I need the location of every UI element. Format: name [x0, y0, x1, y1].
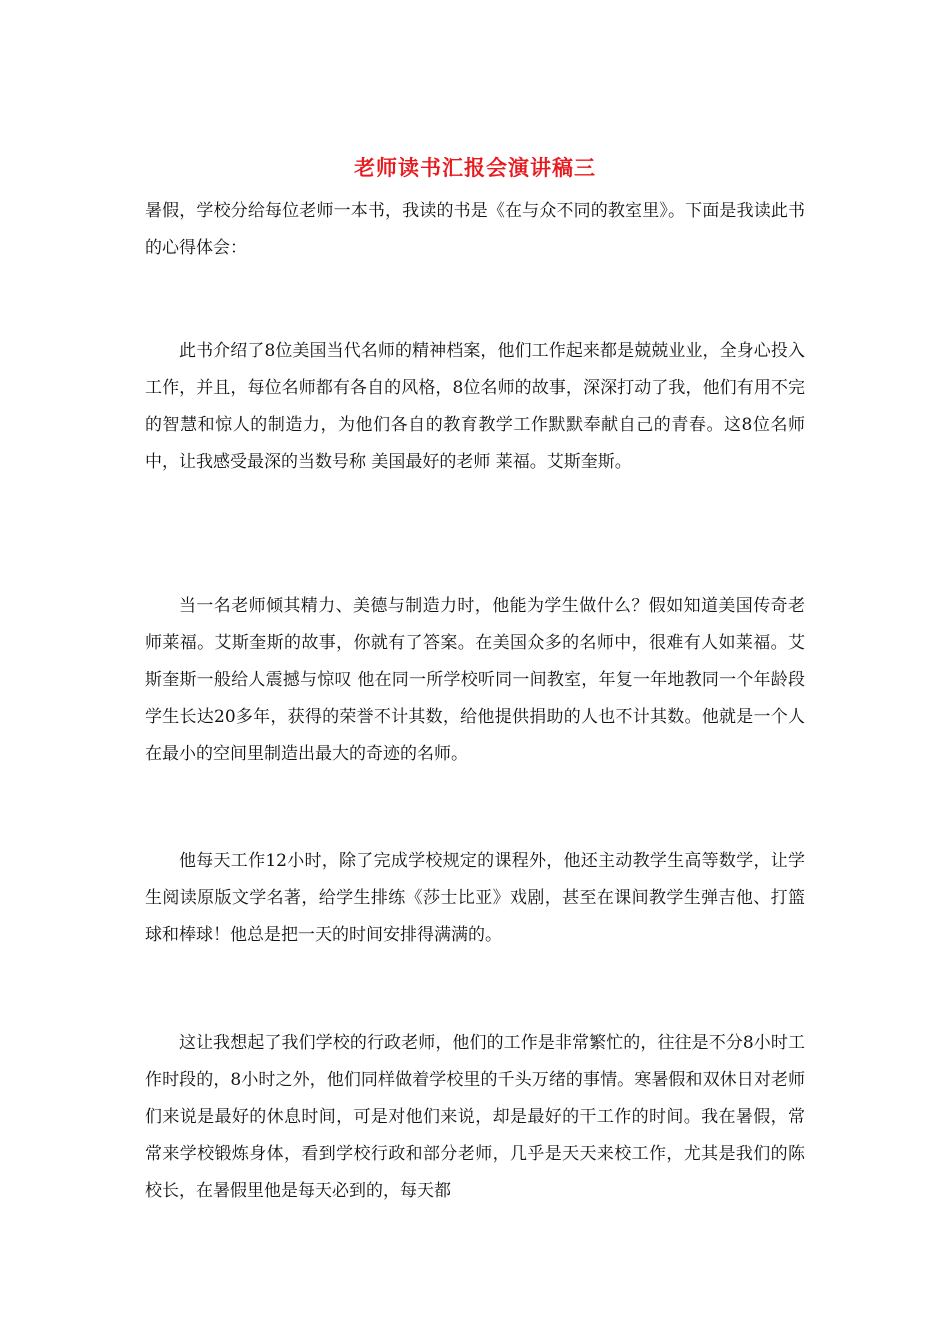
body-paragraph: 他每天工作12小时，除了完成学校规定的课程外，他还主动教学生高等数学，让学生阅读原版文学名著，给学生排练《莎士比亚》戏剧，甚至在课间教学生弹吉他、打篮球和棒球！他总是把一天的时间安排得满满的。 — [145, 851, 805, 945]
intro-paragraph: 暑假，学校分给每位老师一本书，我读的书是《在与众不同的教室里》。下面是我读此书的心得体会： — [145, 201, 805, 258]
body-paragraph: 此书介绍了8位美国当代名师的精神档案，他们工作起来都是兢兢业业，全身心投入工作，并且，每位名师都有各自的风格，8位名师的故事，深深打动了我，他们有用不完的智慧和惊人的制造力，为他们各自的教育教学工作默默奉献自己的青春。这8位名师中，让我感受最深的当数号称 美国最好的老师 莱福。艾斯奎斯。 — [145, 341, 805, 472]
document-title: 老师读书汇报会演讲稿三 — [354, 155, 596, 180]
body-paragraph: 这让我想起了我们学校的行政老师，他们的工作是非常繁忙的，往往是不分8小时工作时段的，8小时之外，他们同样做着学校里的千头万绪的事情。寒暑假和双休日对老师们来说是最好的休息时间，可是对他们来说，却是最好的干工作的时间。我在暑假，常常来学校锻炼身体，看到学校行政和部分老师，几乎是天天来校工作，尤其是我们的陈校长，在暑假里他是每天必到的，每天都 — [145, 1033, 805, 1201]
body-paragraph: 当一名老师倾其精力、美德与制造力时，他能为学生做什么？假如知道美国传奇老师莱福。艾斯奎斯的故事，你就有了答案。在美国众多的名师中，很难有人如莱福。艾斯奎斯一般给人震撼与惊叹 他在同一所学校听同一间教室，年复一年地教同一个年龄段学生长达20多年，获得的荣誉不计其数，给他提供捐助的人也不计其数。他就是一个人在最小的空间里制造出最大的奇迹的名师。 — [145, 596, 805, 764]
